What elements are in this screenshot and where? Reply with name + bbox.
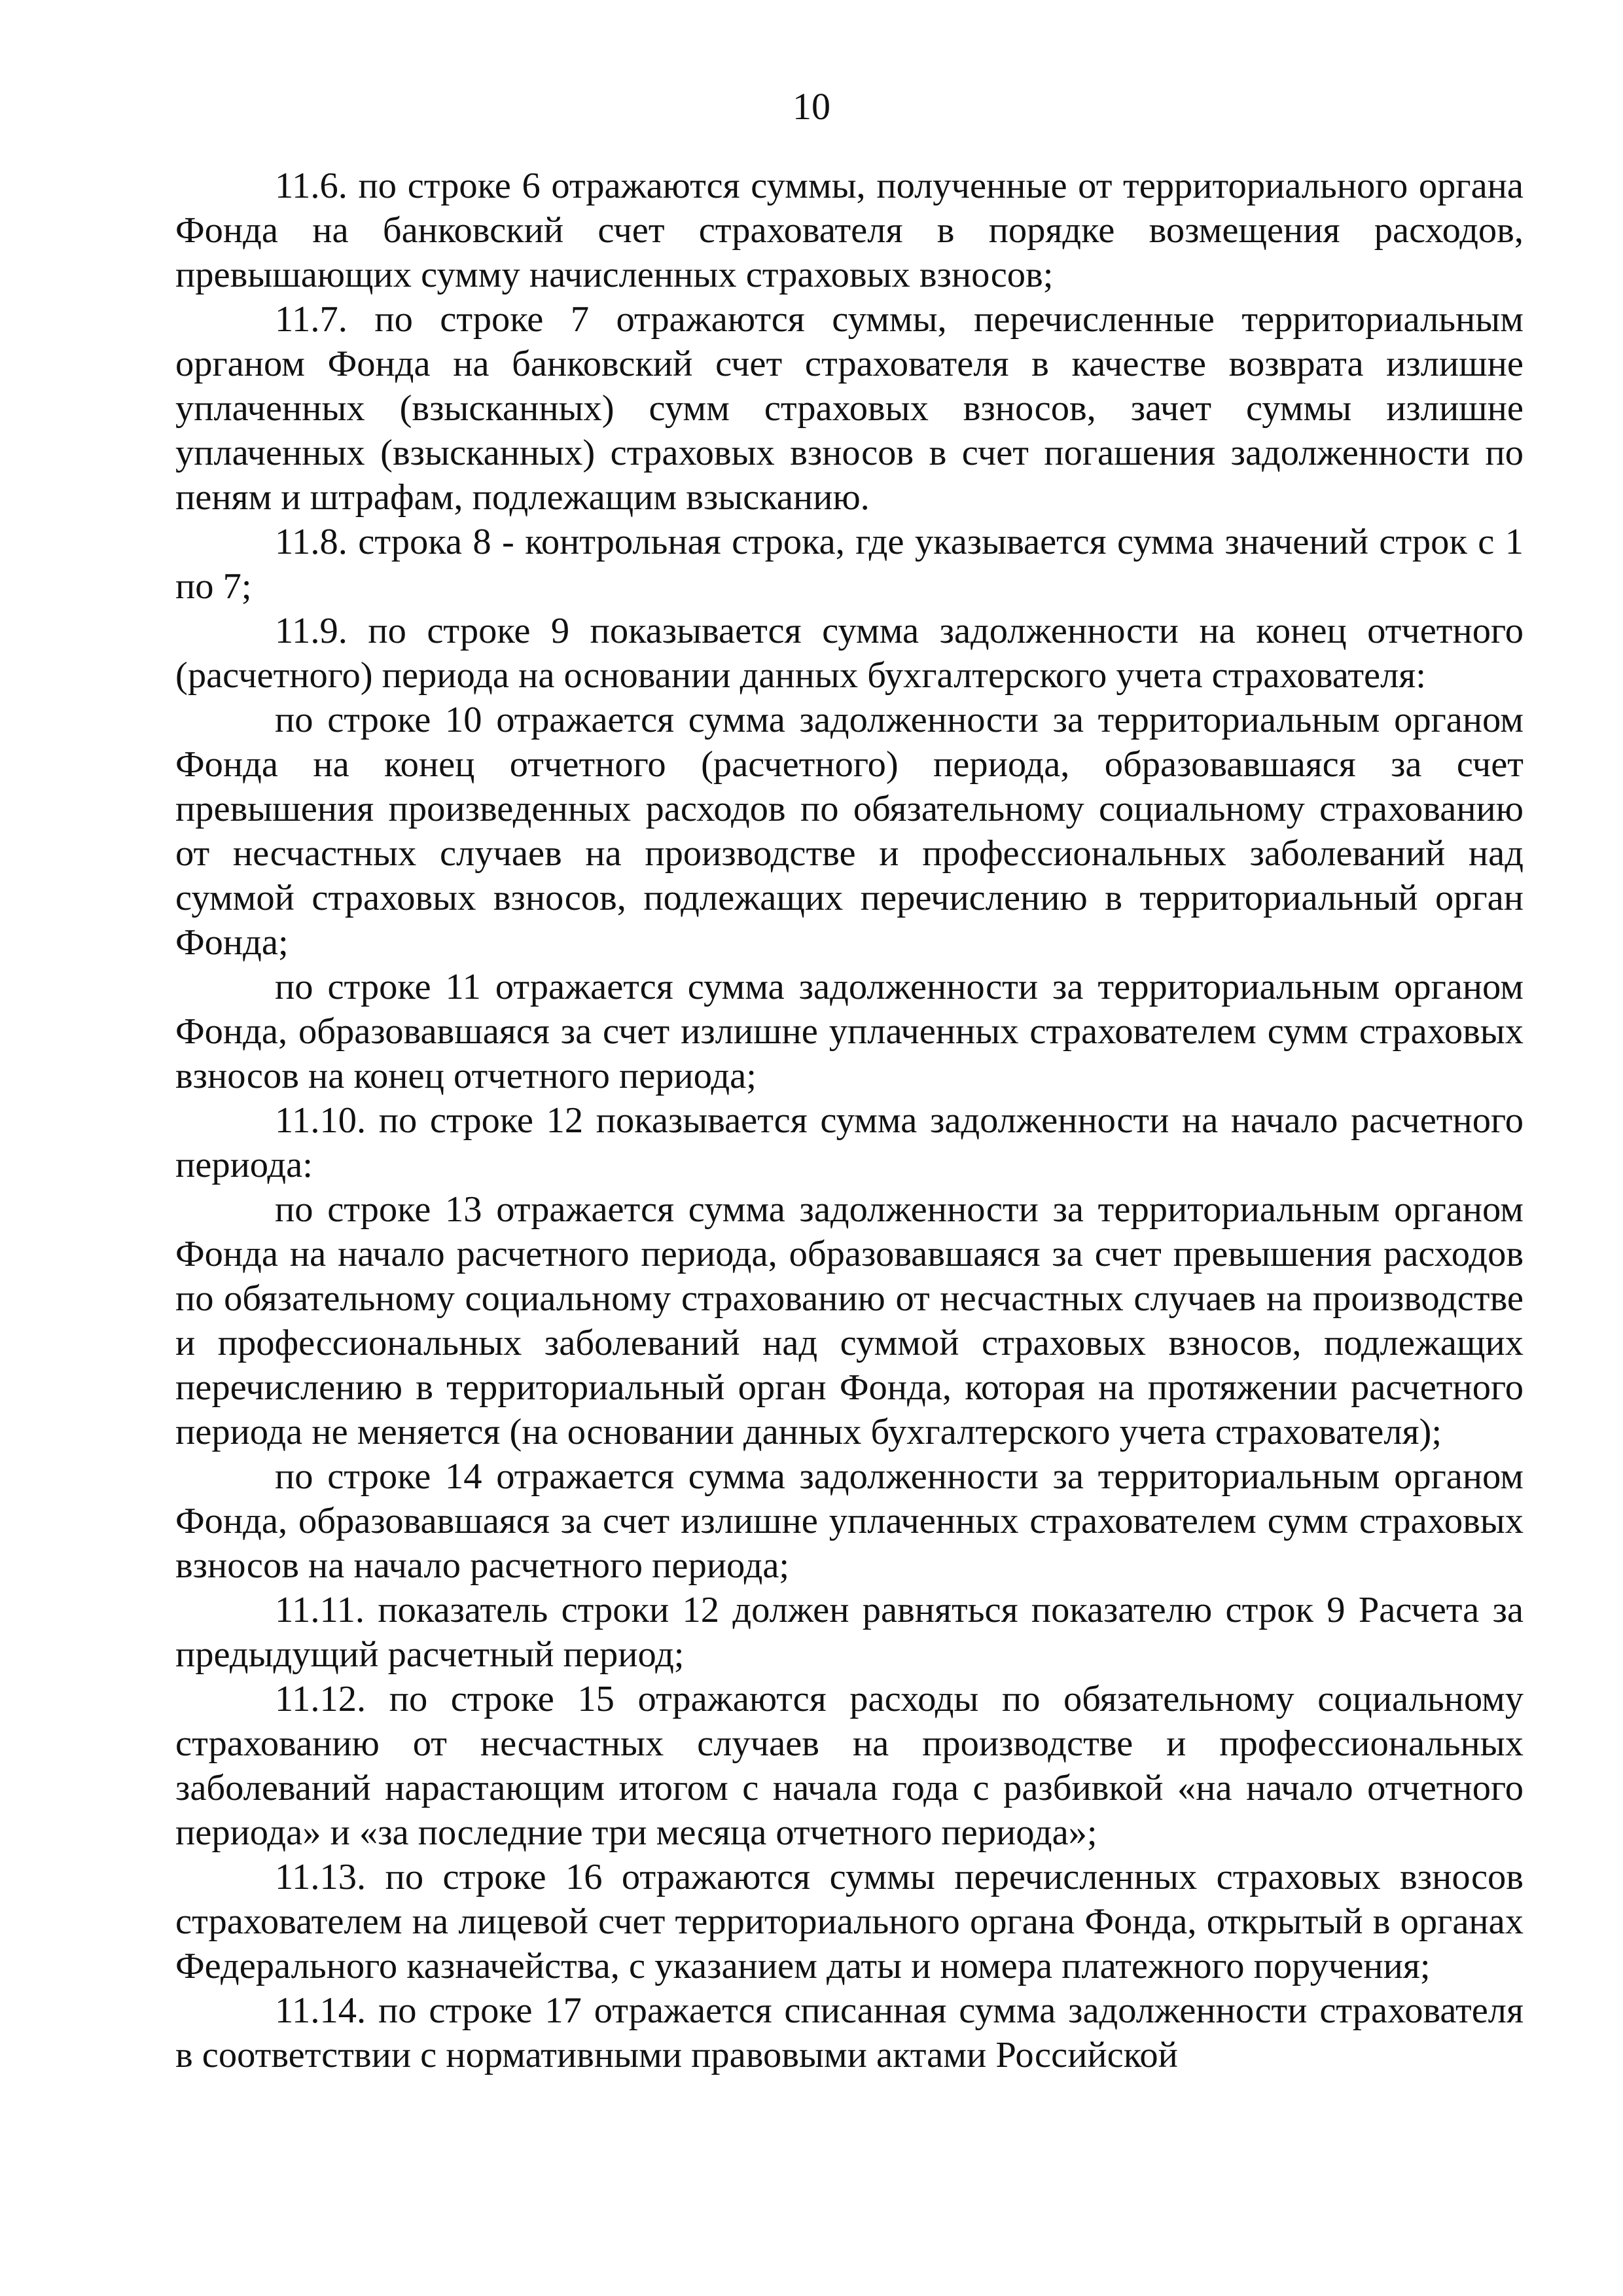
paragraph-11-6: 11.6. по строке 6 отражаются суммы, полученные от территориального органа Фонда на банковский счет страхователя в порядке возмещения расходов, превышающих сумму начисленных страховых взносов; xyxy=(175,166,1524,295)
paragraph-line-13: по строке 13 отражается сумма задолженности за территориальным органом Фонда на начало расчетного периода, образовавшаяся за счет превышения расходов по обязательному социальному страхованию от несчастных случаев на производстве и профессиональных заболеваний над суммой страховых взносов, подлежащих перечислению в территориальный орган Фонда, которая на протяжении расчетного периода не меняется (на основании данных бухгалтерского учета страхователя); xyxy=(175,1189,1524,1452)
paragraph-line-10: по строке 10 отражается сумма задолженности за территориальным органом Фонда на конец отчетного (расчетного) периода, образовавшаяся за счет превышения произведенных расходов по обязательному социальному страхованию от несчастных случаев на производстве и профессиональных заболеваний над суммой страховых взносов, подлежащих перечислению в территориальный орган Фонда; xyxy=(175,700,1524,963)
paragraph-11-10: 11.10. по строке 12 показывается сумма задолженности на начало расчетного периода: xyxy=(175,1100,1524,1185)
paragraph-line-14: по строке 14 отражается сумма задолженности за территориальным органом Фонда, образовавшаяся за счет излишне уплаченных страхователем сумм страховых взносов на начало расчетного периода; xyxy=(175,1456,1524,1586)
paragraph-11-13: 11.13. по строке 16 отражаются суммы перечисленных страховых взносов страхователем на лицевой счет территориального органа Фонда, открытый в органах Федерального казначейства, с указанием даты и номера платежного поручения; xyxy=(175,1857,1524,1986)
paragraph-line-11: по строке 11 отражается сумма задолженности за территориальным органом Фонда, образовавшаяся за счет излишне уплаченных страхователем сумм страховых взносов на конец отчетного периода; xyxy=(175,967,1524,1096)
document-body xyxy=(175,164,1524,2077)
page-number: 10 xyxy=(793,85,830,128)
paragraph-11-9: 11.9. по строке 9 показывается сумма задолженности на конец отчетного (расчетного) периода на основании данных бухгалтерского учета страхователя: xyxy=(175,611,1524,696)
paragraph-11-14: 11.14. по строке 17 отражается списанная сумма задолженности страхователя в соответствии с нормативными правовыми актами Российской xyxy=(175,1990,1524,2075)
paragraph-11-8: 11.8. строка 8 - контрольная строка, где указывается сумма значений строк с 1 по 7; xyxy=(175,522,1524,607)
paragraph-11-11: 11.11. показатель строки 12 должен равняться показателю строк 9 Расчета за предыдущий расчетный период; xyxy=(175,1590,1524,1675)
paragraph-11-7: 11.7. по строке 7 отражаются суммы, перечисленные территориальным органом Фонда на банковский счет страхователя в качестве возврата излишне уплаченных (взысканных) сумм страховых взносов, зачет суммы излишне уплаченных (взысканных) страховых взносов в счет погашения задолженности по пеням и штрафам, подлежащим взысканию. xyxy=(175,299,1524,518)
paragraph-11-12: 11.12. по строке 15 отражаются расходы по обязательному социальному страхованию от несчастных случаев на производстве и профессиональных заболеваний нарастающим итогом с начала года с разбивкой «на начало отчетного периода» и «за последние три месяца отчетного периода»; xyxy=(175,1679,1524,1853)
